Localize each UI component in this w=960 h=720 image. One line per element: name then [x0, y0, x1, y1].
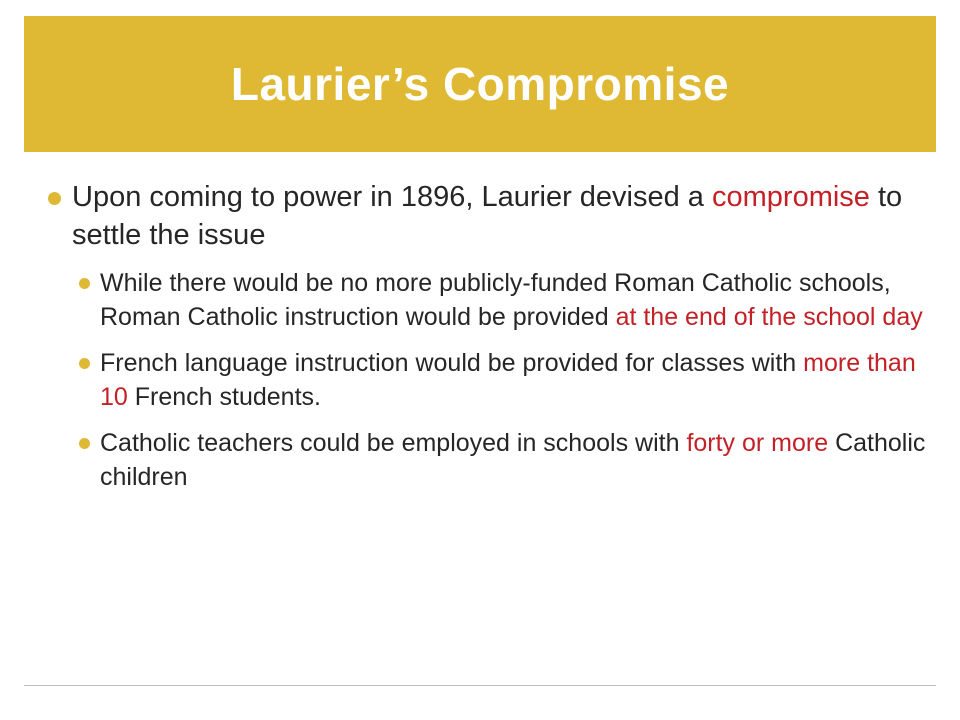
bullet-text: Catholic teachers could be employed in schools with	[100, 429, 687, 457]
bullet-highlight: forty or more	[686, 429, 829, 457]
bullet-highlight: compromise	[712, 181, 870, 213]
bullet-dot-icon	[79, 278, 90, 289]
title-bar	[24, 16, 936, 152]
bullet-text: Upon coming to power in 1896, Laurier devised a	[72, 181, 712, 213]
slide-content	[48, 178, 928, 506]
sub-bullet-catholic-teachers	[48, 426, 928, 494]
sub-bullet-french-language	[48, 346, 928, 414]
bullet-text: to settle the issue	[72, 181, 903, 251]
bullet-highlight: more than 10	[100, 349, 916, 411]
footer-divider	[24, 685, 936, 686]
bullet-highlight: at the end of the school day	[615, 303, 923, 331]
bullet-text: French language instruction would be provided for classes with	[100, 349, 804, 377]
sub-bullet-religious-instruction	[48, 266, 928, 334]
bullet-dot-icon	[48, 192, 61, 205]
bullet-main	[48, 178, 928, 254]
bullet-text: While there would be no more publicly-funded Roman Catholic schools, Roman Catholic instruction would be provided	[100, 269, 891, 331]
bullet-dot-icon	[79, 438, 90, 449]
bullet-text: French students.	[127, 383, 321, 411]
bullet-text: Catholic children	[100, 429, 926, 491]
bullet-dot-icon	[79, 358, 90, 369]
slide-title: Laurier’s Compromise	[230, 58, 730, 110]
